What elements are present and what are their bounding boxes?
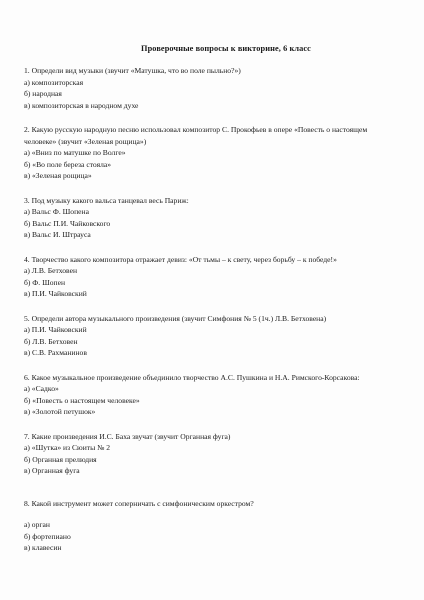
answer-option: а) «Вниз по матушке по Волге»	[24, 148, 126, 157]
answer-option: а) «Шутка» из Сюиты № 2	[24, 443, 111, 452]
question-text: 3. Под музыку какого вальса танцевал весь Париж:	[24, 195, 189, 205]
answer-option: а) Л.В. Бетховен	[24, 266, 78, 275]
question-7	[24, 431, 400, 477]
answer-option: а) Вальс Ф. Шопена	[24, 207, 89, 216]
answer-option: б) Органная прелюдия	[24, 454, 97, 464]
question-text: 6. Какое музыкальное произведение объединило творчество А.С. Пушкина и Н.А. Римского-Корсакова:	[24, 372, 360, 382]
answer-option: в) «Золотой петушок»	[24, 407, 96, 416]
question-text: 4. Творчество какого композитора отражает девиз: «От тьмы – к свету, через борьбу – к победе!»	[24, 254, 337, 264]
answer-option: б) фортепиано	[24, 531, 71, 541]
page-title: Проверочные вопросы к викторине, 6 класс	[141, 44, 311, 53]
question-5	[24, 313, 400, 359]
answer-option: а) П.И. Чайковский	[24, 325, 87, 334]
answer-option: в) Вальс И. Штрауса	[24, 230, 91, 239]
answer-option: б) Ф. Шопен	[24, 277, 66, 287]
answer-option: б) «Во поле береза стояла»	[24, 159, 112, 169]
question-3	[24, 195, 400, 241]
answer-option: в) П.И. Чайковский	[24, 289, 87, 298]
answer-option: в) «Зеленая рощица»	[24, 171, 92, 180]
question-text: 1. Определи вид музыки (звучит «Матушка, что во поле пыльно?»)	[24, 66, 241, 75]
question-4	[24, 254, 400, 300]
answer-option: в) Органная фуга	[24, 466, 80, 475]
answer-option: а) композиторская	[24, 77, 84, 87]
answer-option: в) клавесин	[24, 543, 62, 552]
answer-option: б) Л.В. Бетховен	[24, 336, 78, 346]
answer-option: в) композиторская в народном духе	[24, 100, 139, 110]
answer-option: а) «Садко»	[24, 384, 59, 393]
answer-option: б) «Повесть о настоящем человеке»	[24, 395, 140, 405]
question-text: 2. Какую русскую народную песню использовал композитор С. Прокофьев в опере «Повесть о настоящем человеке» (звучит «Зеленая рощица»)	[24, 125, 368, 146]
question-text: 7. Какие произведения И.С. Баха звучат (звучит Органная фуга)	[24, 431, 231, 441]
answer-option: в) С.В. Рахманинов	[24, 348, 87, 357]
question-1	[24, 65, 400, 111]
question-6	[24, 372, 400, 418]
question-8	[24, 498, 400, 554]
answer-option: б) народная	[24, 89, 62, 98]
question-text: 5. Определи автора музыкального произведения (звучит Симфония № 5 (1ч.) Л.В. Бетховена)	[24, 313, 327, 323]
answer-option: а) орган	[24, 520, 50, 529]
question-text: 8. Какой инструмент может соперничать с симфоническим оркестром?	[24, 498, 254, 508]
answer-option: б) Вальс П.И. Чайковского	[24, 218, 111, 228]
question-2	[24, 124, 400, 182]
